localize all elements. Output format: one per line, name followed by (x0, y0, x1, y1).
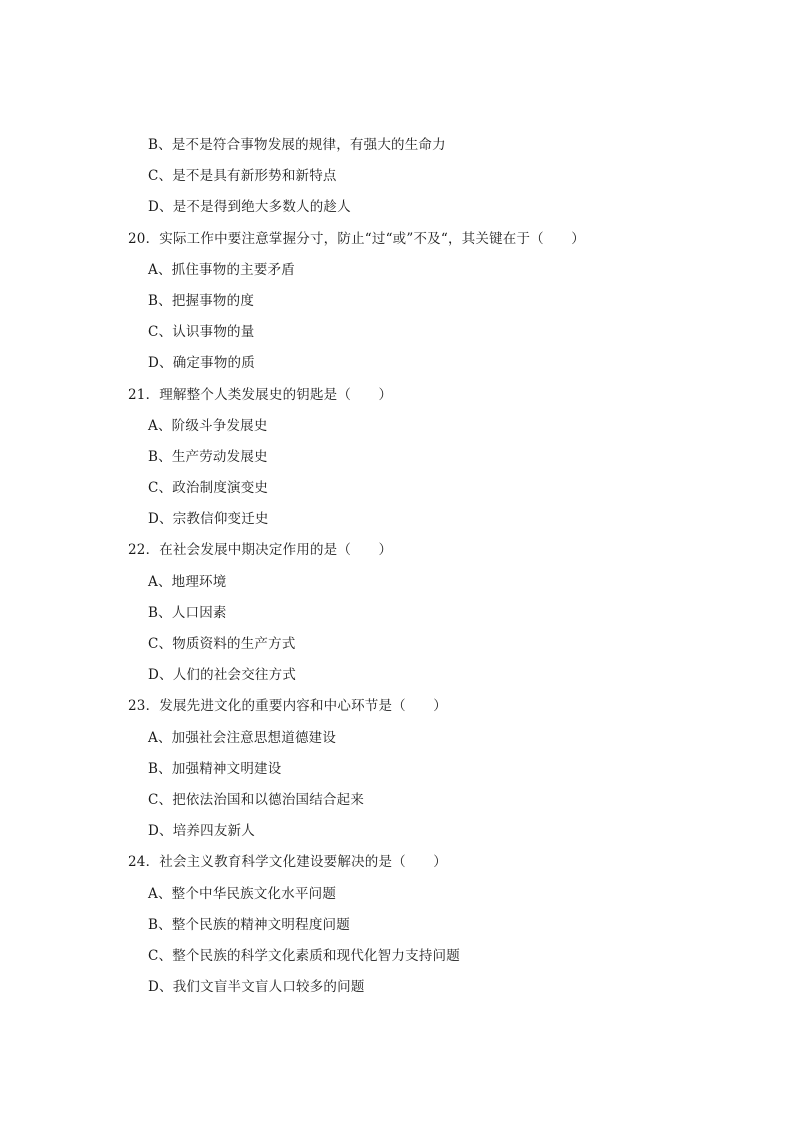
option-21-c: C、政治制度演变史 (148, 480, 269, 497)
option-21-a: A、阶级斗争发展史 (148, 417, 268, 434)
question-20: 20．实际工作中要注意掌握分寸，防止“过“或”不及“，其关键在于（ ） (128, 230, 585, 247)
option-24-c: C、整个民族的科学文化素质和现代化智力支持问题 (148, 947, 460, 964)
option-19-b: B、是不是符合事物发展的规律，有强大的生命力 (148, 137, 446, 153)
option-21-b: B、生产劳动发展史 (148, 448, 268, 465)
option-24-b: B、整个民族的精神文明程度问题 (148, 916, 350, 933)
option-20-a: A、抓住事物的主要矛盾 (148, 261, 295, 278)
option-22-d: D、人们的社会交往方式 (148, 667, 297, 684)
option-22-c: C、物质资料的生产方式 (148, 636, 296, 652)
option-19-c: C、是不是具有新形势和新特点 (148, 168, 337, 185)
question-23: 23．发展先进文化的重要内容和中心环节是（ ） (128, 698, 447, 715)
option-23-c: C、把依法治国和以德治国结合起来 (148, 791, 365, 808)
option-23-b: B、加强精神文明建设 (148, 760, 282, 777)
option-20-d: D、确定事物的质 (148, 355, 255, 372)
question-24: 24．社会主义教育科学文化建设要解决的是（ ） (128, 854, 447, 871)
question-22: 22．在社会发展中期决定作用的是（ ） (128, 542, 393, 559)
option-22-b: B、人口因素 (148, 604, 227, 621)
option-24-a: A、整个中华民族文化水平问题 (148, 885, 337, 902)
option-23-a: A、加强社会注意思想道德建设 (148, 729, 337, 746)
question-list (128, 130, 748, 1003)
option-22-a: A、地理环境 (148, 573, 227, 590)
option-20-c: C、认识事物的量 (148, 324, 255, 341)
option-23-d: D、培养四友新人 (148, 823, 255, 840)
option-21-d: D、宗教信仰变迁史 (148, 511, 269, 528)
question-21: 21．理解整个人类发展史的钥匙是（ ） (128, 386, 393, 403)
option-20-b: B、把握事物的度 (148, 292, 255, 309)
option-19-d: D、是不是得到绝大多数人的趁人 (148, 199, 351, 216)
option-24-d: D、我们文盲半文盲人口较多的问题 (148, 979, 365, 996)
